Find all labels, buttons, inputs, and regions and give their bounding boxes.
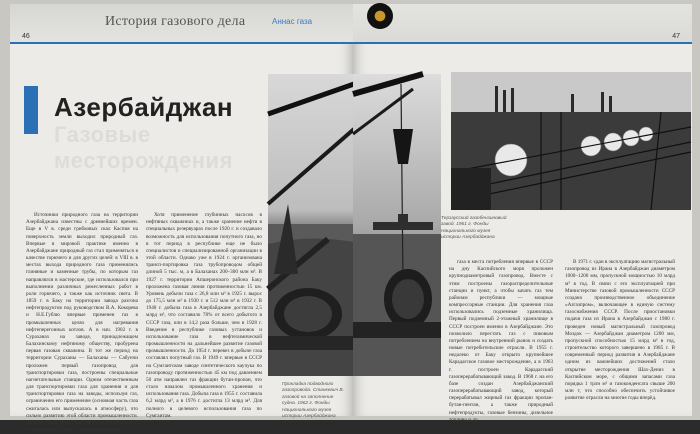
right-header-bar (353, 4, 692, 42)
left-page (10, 4, 353, 434)
left-page-number: 46 (22, 33, 30, 40)
left-header-rule (10, 42, 353, 44)
body-paragraph: В 1971 г. сдан в эксплуатацию магистральный газопровод из Ирана в Азербайджан диаметром 1000–1200 мм, пропускной мощностью 10 млрд м³ в год. В связи с его эксплуатацией при Министерстве газовой промышленности СССР создано производственное объединение «Азгазпром», включающее в единую систему газоснабжения СССР. После приостановки подачи газа из Ирана в Азербайджан с 1980 г. проведен новый магистральный газопровод Моздок — Азербайджан диаметром 1200 мм, пропускной способностью 15 млрд м³ в год, строительство которого завершено в 1985 г. В современный период развития в Азербайджане одним из важнейших достижений стало открытие месторождения Шах-Дениз в Каспийском море, с общими запасами газа порядка 1 трлн м³ и газоконденсата свыше 200 млн т, что способно обеспечить устойчивое развитие отрасли на многие годы вперёд. (565, 259, 675, 402)
pipeline-crane-photo (353, 74, 441, 376)
body-column-1 (26, 212, 138, 434)
right-photo-caption: Терзаусский газобензиновый завод. 1961 г. Фонды Национального музея истории Азербайджана (441, 216, 507, 241)
body-paragraph: Источники природного газа на территории Азербайджана известны с древнейших времен. Еще в V в. среди грибковых скал Каспия на поверхность земли выходил природный газ. Впервые в мировой практике именно в Азербайджане природный газ стал применяться в качестве горючего и для других целей: в VIII в. в местах выхода природного газа применялись глиняные и каменные трубы, по которым газ направлялся в мастерские, где использовался при выполнении различных ремесленных работ в роли горючего, а также как источник света. В 1859 г. в Баку на территории завода разгона нефтепродуктов под руководством В.А. Кокорева и Н.Е.Гублю впервые применен газ в промышленных целях для нагревания нефтеперегонных котлов. А в нач. 1902 г. в Сураханах на заводе, принадлежащем Балахинскому нефтяному обществу, пробурена первая газовая скважина. В тот же период на территории Сураханы — Балаханы — Сабунчи проложен первый газопровод для транспортировки газа, построены специальные нагнетательные станции. Одним отечественным для транспортировки газа для хранения и для транспортировки газа на заводы, используя газ, ограниченно его применение (основная часть газа сжигалась или выпускалась в атмосферу), что сильно развитию этой области промышленности. Добыча природного газа для нужд Апшеронского полуострова в 1919 г. составляла 40 млн м³. (26, 212, 138, 434)
right-header-rule (353, 42, 692, 44)
body-paragraph: Хотя применение глубинных насосов в нефтяных скважинах и, а также хранение нефти в специальных резервуарах после 1920 г. и создавало возможность для использования попутного газа, но в тот период в республике еще не было специалистов и специализированной организации в этой области. Однако уже в 1924 г. организована трансп-портировка газа трубопроводом общей длиной 5 тыс. м, а в Балаханах 200–300 млн м³. В 1927 г. территории Апшеронского района Баку проложена газовая линия протяженностью 15 км. Уровень добычи газа с 26,8 млн м³ в 1925 г. вырос до 175,5 млн м³ в 1930 г. и 512 млн м³ в 1932 г. В 1940 г. добыча газа в Азербайджане достигла 2,5 млрд м³, что составило 78% от всего добытого в СССР газа, или в 14,2 раза больше, чем в 1928 г. Введение в республике газовых установок и использование газа в нефтехимической промышленности на дальнейшее развитие газовой промышленности. До 1954 г. перевез в добыче газа составлял попутный газ. В 1949 г. впервые в СССР на Сумгаитском заводе синтетического каучука по газопроводу протяженностью 45 км под давлением 50 атм направлен газ фракции бутан-пропан, что стало началом промышленного хранения и использования газа. Добыча газа в 1955 г. составила 6,2 млрд м³, а в 1976 г. достигла 13 млрд м³. Для полного и целевого использования газа по Сумгаитам. (146, 212, 262, 419)
left-photo-caption: Прокладка подводного газопровода. Станкевич В. газовой на заполнение судна. 1962 г. Фонды Национального музея истории Азербайджана (282, 382, 344, 420)
chapter-accent-bar (24, 86, 38, 134)
chapter-ghost-text: Газовые месторождения (54, 122, 233, 173)
body-column-4 (565, 259, 675, 409)
running-header-subtitle: Аннас газа (272, 17, 313, 26)
gas-plant-photo (451, 72, 691, 210)
running-header-title: История газового дела (105, 14, 246, 29)
chapter-heading (10, 86, 268, 173)
right-page (353, 4, 692, 423)
right-page-number: 47 (672, 33, 680, 40)
pipeline-laying-photo (268, 74, 354, 376)
body-column-3 (449, 259, 553, 423)
chapter-title: Азербайджан (54, 92, 234, 122)
body-paragraph: газа в места потребления впервые в СССР на дну Каспийского моря проложен крупнодиаметровый газопровод. Вместе с этим построены газораспределительные станции и пункт, а чтобы качать газ тем районам республики — мощные компрессорные станции. Для хранения газа использовались подземные хранилища. Первый подземный 2-этажный хранилище в СССР построен именно в Азербайджане. Это позволило перестать газ с пиковым потреблением на внутренний рынок и создать новые потребительские отрасли. В 1955 г. недалеко от Баку открыто крупнейшее Карадагское газовое месторождение, а в 1963 г. построен Карадагский газоперерабатывающий завод. В 1968 г. на его базе создан Азербайджанский газоперерабатывающий завод, который перерабатывал жирный газ фракции пропан-бутан-пентан, а также природный нефтепродукты, газовые бензины, дизельное топливо и др. (449, 259, 553, 423)
body-column-2 (146, 212, 262, 419)
gas-industry-emblem-icon (367, 3, 393, 29)
